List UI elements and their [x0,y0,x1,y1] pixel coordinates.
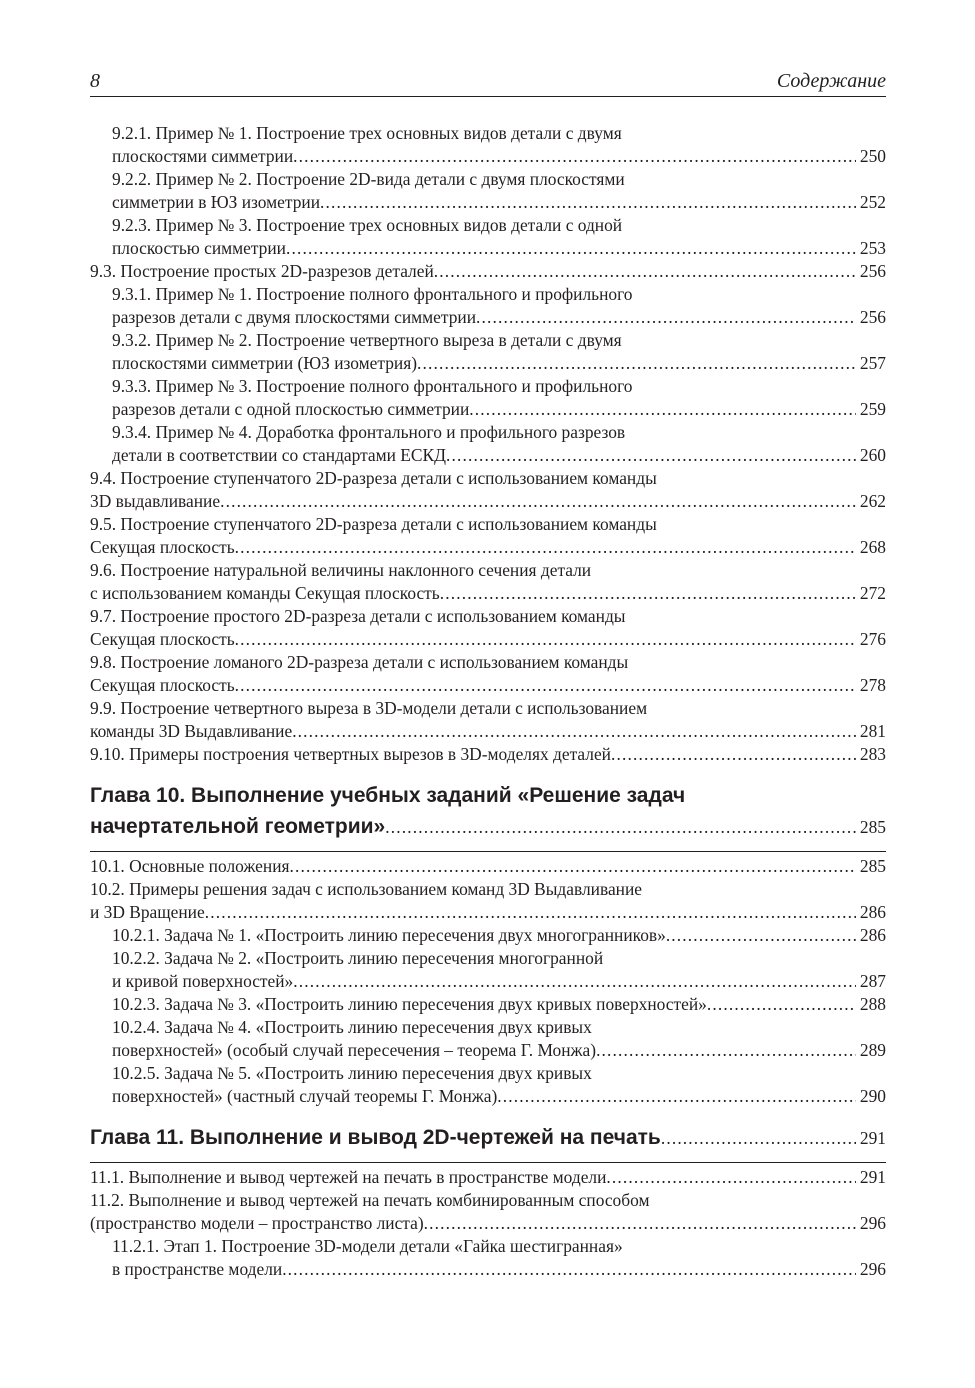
running-title: Содержание [776,70,886,92]
toc-section[interactable] [90,651,886,697]
toc-subsection[interactable] [90,947,886,993]
toc-entry-line: 9.7. Построение простого 2D-разреза детали с использованием команды [90,606,626,626]
toc-subsection[interactable] [90,1016,886,1062]
toc-entry-line: 10.2. Примеры решения задач с использованием команд 3D Выдавливание [90,879,642,899]
toc-entry-title: начертательной геометрии» [90,815,386,838]
toc-entry-title: плоскостью симметрии [112,238,286,258]
toc-entry-line: 9.2.1. Пример № 1. Построение трех основных видов детали с двумя [112,123,622,143]
toc-page-number: 286 [859,902,886,922]
toc-entry-title: с использованием команды Секущая плоскость [90,583,440,603]
chapter-divider [90,851,886,852]
toc-entry-title: 9.3. Построение простых 2D-разрезов деталей [90,261,434,281]
toc-subsection[interactable] [90,421,886,467]
toc-page-number: 256 [859,261,886,281]
toc-leader-dots [476,306,856,329]
toc-leader-dots [440,582,856,605]
toc-page-number: 288 [859,994,886,1014]
toc-entry-title: детали в соответствии со стандартами ЕСКД [112,445,446,465]
running-header [90,66,886,97]
toc-entry-last-line [112,145,886,168]
toc-entry-line: 9.5. Построение ступенчатого 2D-разреза детали с использованием команды [90,514,657,534]
toc-entry-last-line [90,536,886,559]
toc-entry-last-line [90,260,886,283]
toc-entry-last-line [112,444,886,467]
toc-subsection[interactable] [90,1235,886,1281]
toc-leader-dots [417,352,856,375]
toc-chapter[interactable] [90,780,886,843]
toc-entry-last-line [112,191,886,214]
toc-subsection[interactable] [90,329,886,375]
toc-leader-dots [666,924,856,947]
toc-leader-dots [596,1039,856,1062]
toc-entry-title: в пространстве модели [112,1259,283,1279]
toc-chapter[interactable] [90,1122,886,1154]
toc-section[interactable] [90,513,886,559]
toc-page-number: 291 [859,1167,886,1187]
toc-page-number: 257 [859,353,886,373]
toc-entry-title: 11.1. Выполнение и вывод чертежей на печать в пространстве модели [90,1167,607,1187]
toc-leader-dots [320,191,856,214]
toc-entry-title: симметрии в ЮЗ изометрии [112,192,320,212]
toc-page-number: 250 [859,146,886,166]
toc-entry-title: поверхностей» (частный случай теоремы Г. Монжа) [112,1086,498,1106]
toc-leader-dots [661,1123,856,1154]
toc-leader-dots [707,993,856,1016]
toc-leader-dots [611,743,856,766]
toc-entry-line: 10.2.5. Задача № 5. «Построить линию пересечения двух кривых [112,1063,592,1083]
toc-entry-title: 10.2.1. Задача № 1. «Построить линию пересечения двух многогранников» [112,925,666,945]
toc-page-number: 296 [859,1213,886,1233]
toc-leader-dots [292,720,856,743]
toc-entry-last-line [90,1212,886,1235]
toc-leader-dots [434,260,856,283]
toc-entry-last-line [90,743,886,766]
toc-page-number: 290 [859,1086,886,1106]
toc-entry-last-line [90,674,886,697]
toc-section[interactable] [90,1166,886,1189]
toc-entry-title: 10.2.3. Задача № 3. «Построить линию пересечения двух кривых поверхностей» [112,994,707,1014]
toc-page-number: 252 [859,192,886,212]
toc-section[interactable] [90,559,886,605]
toc-entry-title: 3D выдавливание [90,491,221,511]
toc-entry-title: разрезов детали с одной плоскостью симметрии [112,399,470,419]
toc-entry-line: 11.2.1. Этап 1. Построение 3D-модели детали «Гайка шестигранная» [112,1236,623,1256]
toc-page-number: 296 [859,1259,886,1279]
toc-entry-line: 9.4. Построение ступенчатого 2D-разреза детали с использованием команды [90,468,657,488]
toc-leader-dots [293,145,856,168]
toc-subsection[interactable] [90,214,886,260]
toc-entry-line: 9.2.2. Пример № 2. Построение 2D-вида детали с двумя плоскостями [112,169,625,189]
toc-entry-last-line [90,490,886,513]
toc-page-number: 259 [859,399,886,419]
toc-entry-title: плоскостями симметрии [112,146,294,166]
toc-entry-line: Глава 10. Выполнение учебных заданий «Решение задач [90,784,686,807]
toc-leader-dots [497,1085,856,1108]
toc-leader-dots [286,237,856,260]
toc-section[interactable] [90,743,886,766]
toc-entry-title: Глава 11. Выполнение и вывод 2D-чертежей на печать [90,1126,661,1149]
toc-entry-line: 10.2.4. Задача № 4. «Построить линию пересечения двух кривых [112,1017,592,1037]
toc-entry-line: 9.6. Построение натуральной величины наклонного сечения детали [90,560,592,580]
page-number: 8 [90,70,100,92]
toc-page-number: 291 [859,1128,886,1148]
toc-entry-line: 9.3.4. Пример № 4. Доработка фронтального и профильного разрезов [112,422,626,442]
toc-entry-last-line [112,1258,886,1281]
toc-subsection[interactable] [90,1062,886,1108]
toc-page-number: 253 [859,238,886,258]
toc-entry-last-line [90,582,886,605]
toc-leader-dots [424,1212,856,1235]
toc-leader-dots [235,674,856,697]
toc-page-number: 276 [859,629,886,649]
toc-page-number: 260 [859,445,886,465]
toc-entry-line: 9.2.3. Пример № 3. Построение трех основных видов детали с одной [112,215,623,235]
toc-entry-line: 9.3.2. Пример № 2. Построение четвертного выреза в детали с двумя [112,330,622,350]
toc-entry-line: 10.2.2. Задача № 2. «Построить линию пересечения многогранной [112,948,604,968]
toc-section[interactable] [90,697,886,743]
toc-leader-dots [205,901,856,924]
toc-leader-dots [606,1166,855,1189]
toc-entry-line: 9.3.1. Пример № 1. Построение полного фронтального и профильного [112,284,633,304]
toc-leader-dots [290,855,856,878]
toc-entry-title: команды 3D Выдавливание [90,721,293,741]
toc-entry-last-line [112,306,886,329]
toc-entry-title: Секущая плоскость [90,629,235,649]
toc-subsection[interactable] [90,168,886,214]
toc-entry-last-line [90,811,886,843]
toc-entry-last-line [90,628,886,651]
toc-entry-line: 9.9. Построение четвертного выреза в 3D-модели детали с использованием [90,698,648,718]
toc-leader-dots [235,628,856,651]
toc-subsection[interactable] [90,122,886,168]
toc-page-number: 289 [859,1040,886,1060]
toc-page-number: 287 [859,971,886,991]
toc-leader-dots [235,536,856,559]
toc-entry-title: плоскостями симметрии (ЮЗ изометрия) [112,353,417,373]
toc-entry-title: разрезов детали с двумя плоскостями симметрии [112,307,477,327]
toc-entry-last-line [90,901,886,924]
chapter-divider [90,1162,886,1163]
toc-subsection[interactable] [90,924,886,947]
toc-leader-dots [385,812,856,843]
toc-entry-last-line [90,720,886,743]
toc-section[interactable] [90,605,886,651]
toc-section[interactable] [90,1189,886,1235]
toc-page-number: 281 [859,721,886,741]
toc-entry-last-line [112,924,886,947]
toc-subsection[interactable] [90,993,886,1016]
toc-page-number: 256 [859,307,886,327]
toc-entry-last-line [112,398,886,421]
toc-entry-title: Секущая плоскость [90,675,235,695]
toc-entry-title: и кривой поверхностей» [112,971,294,991]
toc-entry-line: 9.3.3. Пример № 3. Построение полного фронтального и профильного [112,376,633,396]
toc-leader-dots [220,490,856,513]
toc-entry-last-line [112,1085,886,1108]
toc-leader-dots [469,398,856,421]
toc-entry-last-line [112,970,886,993]
toc-page-number: 278 [859,675,886,695]
toc-page-number: 285 [859,856,886,876]
toc-page-number: 268 [859,537,886,557]
toc-subsection[interactable] [90,283,886,329]
toc-page-number: 283 [859,744,886,764]
toc-entry-title: поверхностей» (особый случай пересечения – теорема Г. Монжа) [112,1040,597,1060]
toc-leader-dots [446,444,856,467]
toc-entry-last-line [112,237,886,260]
toc-entry-last-line [90,1122,886,1154]
toc-section[interactable] [90,878,886,924]
toc-entry-last-line [90,855,886,878]
toc-page-number: 285 [859,817,886,837]
toc-entry-title: (пространство модели – пространство листа) [90,1213,424,1233]
toc-entry-title: 9.10. Примеры построения четвертных вырезов в 3D-моделях деталей [90,744,611,764]
toc-entry-last-line [112,993,886,1016]
toc-section[interactable] [90,467,886,513]
table-of-contents [90,122,886,1281]
toc-entry-title: Секущая плоскость [90,537,235,557]
toc-entry-last-line [112,1039,886,1062]
toc-leader-dots [293,970,856,993]
toc-section[interactable] [90,855,886,878]
toc-section[interactable] [90,260,886,283]
toc-leader-dots [282,1258,856,1281]
toc-entry-title: 10.1. Основные положения [90,856,290,876]
toc-entry-title: и 3D Вращение [90,902,205,922]
toc-entry-line: 9.8. Построение ломаного 2D-разреза детали с использованием команды [90,652,629,672]
toc-entry-last-line [112,352,886,375]
toc-subsection[interactable] [90,375,886,421]
toc-entry-line: 11.2. Выполнение и вывод чертежей на печать комбинированным способом [90,1190,650,1210]
toc-page-number: 272 [859,583,886,603]
toc-page-number: 286 [859,925,886,945]
toc-entry-last-line [90,1166,886,1189]
toc-page-number: 262 [859,491,886,511]
